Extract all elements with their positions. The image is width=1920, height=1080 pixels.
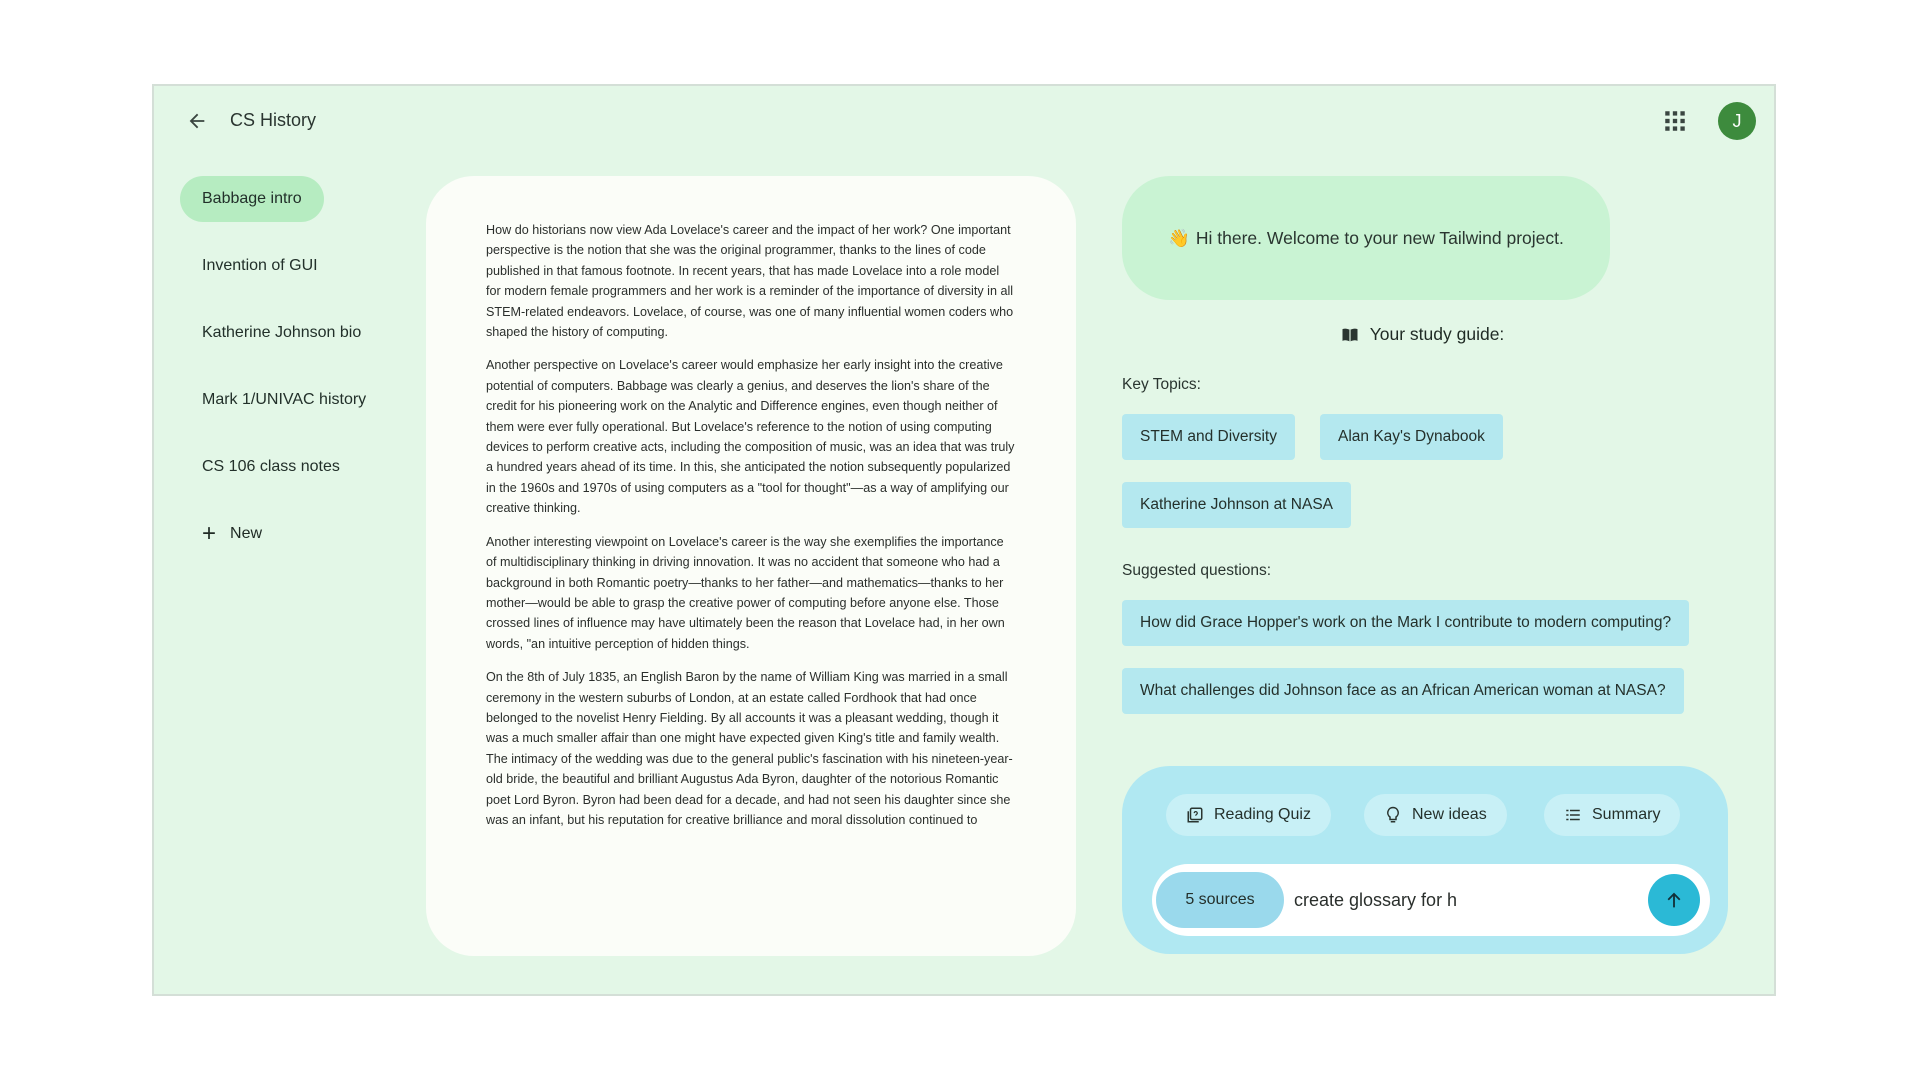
composer xyxy=(1122,766,1728,954)
suggested-question[interactable]: How did Grace Hopper's work on the Mark I contribute to modern computing? xyxy=(1122,600,1689,646)
sidebar xyxy=(180,176,400,557)
apps-button[interactable] xyxy=(1662,108,1688,134)
prompt-bar xyxy=(1152,864,1710,936)
topic-chip[interactable]: STEM and Diversity xyxy=(1122,414,1295,460)
document-paragraph: Another perspective on Lovelace's career would emphasize her early insight into the creative potential of computers. Babbage was clearly a genius, and deserves the lion's share of the credit for his pioneering work on the Analytic and Difference engines, even though neither of them were ever fully operational. But Lovelace's reference to the notion of using computing devices to perform creative acts, including the composition of music, was an idea that was truly a hundred years ahead of its time. In this, she anticipated the notion subsequently popularized in the 1960s and 1970s of using computers as a "tool for thought"—as a way of amplifying our creative thinking. xyxy=(486,358,1015,516)
suggested-question[interactable]: What challenges did Johnson face as an African American woman at NASA? xyxy=(1122,668,1684,714)
book-icon xyxy=(1340,325,1360,345)
waving-hand-icon: 👋 xyxy=(1168,227,1190,248)
quiz-icon xyxy=(1186,806,1204,824)
top-bar xyxy=(154,86,1774,156)
grid-icon xyxy=(1662,108,1688,134)
reading-quiz-button[interactable] xyxy=(1166,794,1331,836)
welcome-text: Hi there. Welcome to your new Tailwind project. xyxy=(1195,227,1564,248)
arrow-left-icon xyxy=(186,110,208,132)
back-button[interactable] xyxy=(182,106,212,136)
study-guide-title: Your study guide: xyxy=(1369,324,1505,344)
prompt-input[interactable] xyxy=(1294,882,1624,918)
app-window xyxy=(152,84,1776,996)
sidebar-item-katherine-johnson-bio[interactable]: Katherine Johnson bio xyxy=(202,324,362,341)
send-button[interactable] xyxy=(1648,874,1700,926)
new-label: New xyxy=(230,525,263,542)
new-source-button[interactable] xyxy=(180,511,284,557)
summary-label: Summary xyxy=(1592,806,1661,823)
assistant-panel xyxy=(1122,176,1722,956)
document-paragraph: Another interesting viewpoint on Lovelace's career is the way she exemplifies the importance of multidisciplinary thinking in driving innovation. It was no accident that someone who had a background in both Romantic poetry—thanks to her father—and mathematics—thanks to her mother—would be able to grasp the creative power of computing before anyone else. Those crossed lines of influence may have ultimately been the reason that Lovelace had, in her own words, "an intuitive perception of hidden things. xyxy=(486,534,1005,651)
page-title: CS History xyxy=(230,110,317,130)
key-topics-label: Key Topics: xyxy=(1122,376,1201,393)
new-ideas-label: New ideas xyxy=(1412,806,1487,823)
plus-icon: + xyxy=(202,520,217,547)
document-paragraph: How do historians now view Ada Lovelace's career and the impact of her work? One important perspective is the notion that she was the original programmer, thanks to the lines of code published in that famous footnote. In recent years, that has made Lovelace into a role model for modern female programmers and her work is a reminder of the importance of diversity in all STEM-related endeavors. Lovelace, of course, was one of many influential women coders who shaped the history of computing. xyxy=(486,223,1014,340)
lightbulb-icon xyxy=(1384,806,1402,824)
arrow-up-icon xyxy=(1663,889,1685,911)
welcome-message xyxy=(1122,176,1610,300)
topic-chip[interactable]: Katherine Johnson at NASA xyxy=(1122,482,1351,528)
suggested-questions-label: Suggested questions: xyxy=(1122,562,1272,579)
sidebar-item-cs106-class-notes[interactable]: CS 106 class notes xyxy=(202,458,340,475)
document-viewer[interactable] xyxy=(426,176,1076,956)
new-ideas-button[interactable] xyxy=(1364,794,1507,836)
study-guide-heading xyxy=(1122,324,1722,345)
sidebar-item-invention-of-gui[interactable]: Invention of GUI xyxy=(202,257,318,274)
sources-button[interactable]: 5 sources xyxy=(1156,872,1284,928)
reading-quiz-label: Reading Quiz xyxy=(1214,806,1311,823)
sidebar-item-babbage-intro[interactable]: Babbage intro xyxy=(180,176,324,222)
list-icon xyxy=(1564,806,1582,824)
sidebar-item-mark1-univac-history[interactable]: Mark 1/UNIVAC history xyxy=(202,391,367,408)
document-paragraph: On the 8th of July 1835, an English Baron by the name of William King was married in a small ceremony in the western suburbs of London, at an estate called Fordhook that had once belonged to the novelist Henry Fielding. By all accounts it was a pleasant wedding, though it was a much smaller affair than one might have expected given King's title and family wealth. The intimacy of the wedding was due to the general public's fascination with his nineteen-year-old bride, the beautiful and brilliant Augustus Ada Byron, daughter of the notorious Romantic poet Lord Byron. Byron had been dead for a decade, and had not seen his daughter since she was an infant, but his reputation for creative brilliance and moral dissolution continued to xyxy=(486,670,1013,827)
summary-button[interactable] xyxy=(1544,794,1680,836)
topic-chip[interactable]: Alan Kay's Dynabook xyxy=(1320,414,1503,460)
avatar[interactable]: J xyxy=(1718,102,1756,140)
